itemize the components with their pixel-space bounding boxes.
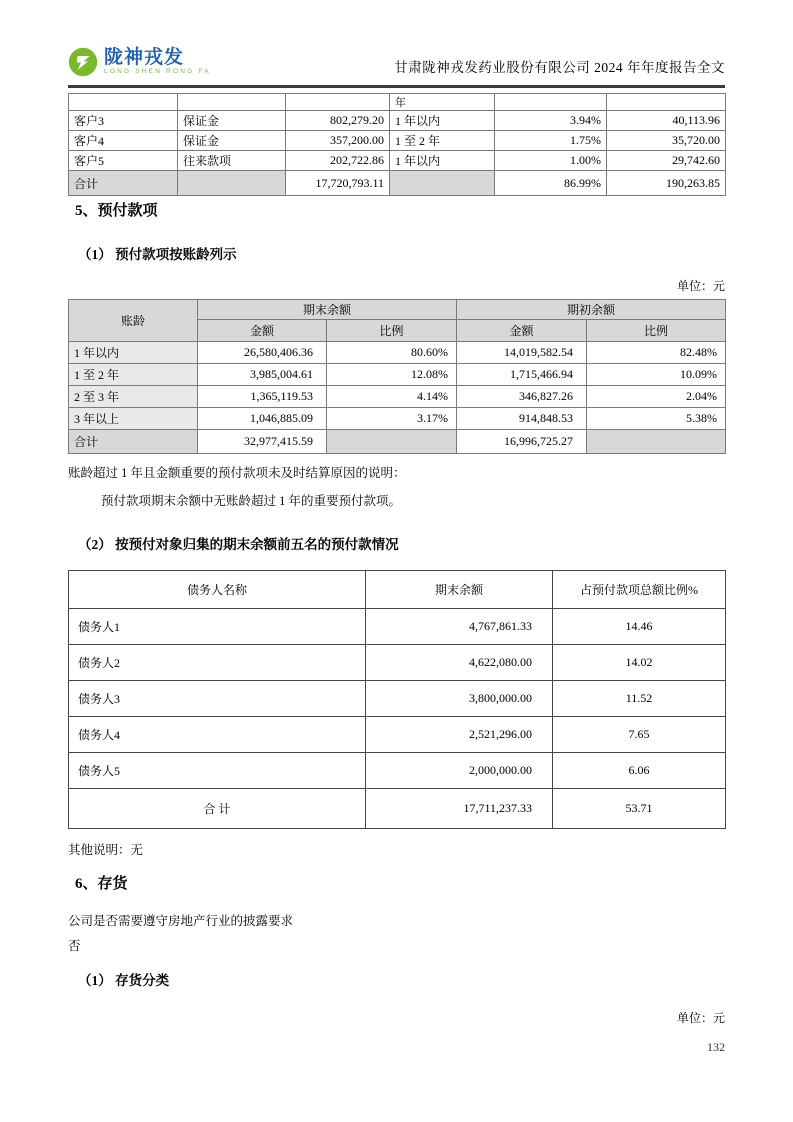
table-cell: 债务人1 <box>69 609 366 645</box>
table-cell: 4,622,080.00 <box>366 645 553 681</box>
column-header: 期初余额 <box>457 300 726 320</box>
table-cell: 802,279.20 <box>286 111 390 131</box>
section-6-title: 6、存货 <box>75 876 128 892</box>
table-row <box>69 151 726 171</box>
table-cell: 债务人5 <box>69 753 366 789</box>
column-header: 金额 <box>198 320 327 342</box>
table-cell: 357,200.00 <box>286 131 390 151</box>
table-cell: 2,000,000.00 <box>366 753 553 789</box>
table-cell: 5.38% <box>587 408 726 430</box>
column-header: 期末余额 <box>198 300 457 320</box>
table-cell: 11.52 <box>553 681 726 717</box>
table-cell: 2,521,296.00 <box>366 717 553 753</box>
table-cell: 26,580,406.36 <box>198 342 327 364</box>
section-5-sub1-title: （1） 预付款项按账龄列示 <box>78 247 237 262</box>
table-cell <box>178 94 286 111</box>
table-cell: 3,985,004.61 <box>198 364 327 386</box>
table-cell: 29,742.60 <box>607 151 726 171</box>
table-cell: 1 年以内 <box>390 111 495 131</box>
table-cell: 12.08% <box>327 364 457 386</box>
table-cell <box>587 430 726 454</box>
table-cell: 3.17% <box>327 408 457 430</box>
table-cell: 1.75% <box>495 131 607 151</box>
table-cell: 债务人4 <box>69 717 366 753</box>
table-total-row <box>69 171 726 196</box>
top5-prepayment-table <box>68 570 726 829</box>
table-cell: 年 <box>390 94 495 111</box>
table-cell: 客户4 <box>69 131 178 151</box>
unit-label-inventory: 单位：元 <box>676 1011 725 1025</box>
unit-label-aging: 单位：元 <box>676 279 725 293</box>
column-header: 账龄 <box>69 300 198 342</box>
company-logo-name: 陇神戎发 <box>104 47 185 69</box>
page-number: 132 <box>707 1040 725 1054</box>
table-row <box>69 681 726 717</box>
table-cell: 82.48% <box>587 342 726 364</box>
table-cell: 40,113.96 <box>607 111 726 131</box>
other-note: 其他说明：无 <box>68 843 144 857</box>
table-cell <box>69 94 178 111</box>
table-row <box>69 753 726 789</box>
column-header: 比例 <box>327 320 457 342</box>
table-cell: 保证金 <box>178 111 286 131</box>
table-cell: 10.09% <box>587 364 726 386</box>
table-cell: 86.99% <box>495 171 607 196</box>
table-cell: 1 年以内 <box>390 151 495 171</box>
disclosure-question: 公司是否需要遵守房地产行业的披露要求 <box>68 914 294 928</box>
table-row <box>69 111 726 131</box>
table-row <box>69 609 726 645</box>
table-cell: 4,767,861.33 <box>366 609 553 645</box>
table-cell: 3.94% <box>495 111 607 131</box>
table-cell: 914,848.53 <box>457 408 587 430</box>
table-cell: 346,827.26 <box>457 386 587 408</box>
table-cell: 债务人3 <box>69 681 366 717</box>
table-cell: 14.02 <box>553 645 726 681</box>
table-cell: 53.71 <box>553 789 726 829</box>
column-header: 期末余额 <box>366 571 553 609</box>
table-cell <box>286 94 390 111</box>
table-cell <box>178 171 286 196</box>
table-cell <box>390 171 495 196</box>
table-total-row <box>69 789 726 829</box>
table-total-row <box>69 430 726 454</box>
table-cell: 7.65 <box>553 717 726 753</box>
section-5-title: 5、预付款项 <box>75 203 158 219</box>
table-row <box>69 342 726 364</box>
column-header: 占预付款项总额比例% <box>553 571 726 609</box>
table-cell: 35,720.00 <box>607 131 726 151</box>
table-cell: 2.04% <box>587 386 726 408</box>
table-cell: 合 计 <box>69 789 366 829</box>
table-header-row <box>69 300 726 320</box>
table-cell: 80.60% <box>327 342 457 364</box>
disclosure-answer: 否 <box>68 939 81 953</box>
table-cell: 1,715,466.94 <box>457 364 587 386</box>
table-cell: 债务人2 <box>69 645 366 681</box>
table-row <box>69 408 726 430</box>
header-rule <box>68 85 725 88</box>
table-cell: 1.00% <box>495 151 607 171</box>
aging-table <box>68 299 726 454</box>
table-cell: 14,019,582.54 <box>457 342 587 364</box>
table-cell: 1,046,885.09 <box>198 408 327 430</box>
document-title: 甘肃陇神戎发药业股份有限公司 2024 年年度报告全文 <box>394 60 725 75</box>
table-cell: 合计 <box>69 171 178 196</box>
table-row <box>69 131 726 151</box>
carryover-table <box>68 93 726 196</box>
table-cell: 32,977,415.59 <box>198 430 327 454</box>
table-cell: 14.46 <box>553 609 726 645</box>
section-6-sub1-title: （1） 存货分类 <box>78 973 170 988</box>
aging-note-label: 账龄超过 1 年且金额重要的预付款项未及时结算原因的说明： <box>68 466 406 480</box>
table-cell: 1 至 2 年 <box>390 131 495 151</box>
company-logo-subtitle: LONG SHEN RONG FA <box>104 68 211 76</box>
company-logo <box>68 47 211 77</box>
table-cell: 4.14% <box>327 386 457 408</box>
table-row <box>69 645 726 681</box>
table-row <box>69 386 726 408</box>
table-cell: 合计 <box>69 430 198 454</box>
table-cell: 190,263.85 <box>607 171 726 196</box>
table-cell: 3,800,000.00 <box>366 681 553 717</box>
table-cell: 客户5 <box>69 151 178 171</box>
table-cell <box>327 430 457 454</box>
table-cell: 3 年以上 <box>69 408 198 430</box>
table-cell: 6.06 <box>553 753 726 789</box>
table-cell: 1 至 2 年 <box>69 364 198 386</box>
column-header: 债务人名称 <box>69 571 366 609</box>
table-row <box>69 364 726 386</box>
table-cell: 往来款项 <box>178 151 286 171</box>
table-row <box>69 717 726 753</box>
section-5-sub2-title: （2） 按预付对象归集的期末余额前五名的预付款情况 <box>78 537 399 552</box>
column-header: 金额 <box>457 320 587 342</box>
table-cell: 1 年以内 <box>69 342 198 364</box>
table-header-row <box>69 571 726 609</box>
table-cell: 17,711,237.33 <box>366 789 553 829</box>
table-cell: 2 至 3 年 <box>69 386 198 408</box>
table-cell: 16,996,725.27 <box>457 430 587 454</box>
table-row <box>69 94 726 111</box>
table-cell: 17,720,793.11 <box>286 171 390 196</box>
table-cell: 保证金 <box>178 131 286 151</box>
table-cell <box>607 94 726 111</box>
table-cell: 客户3 <box>69 111 178 131</box>
table-cell: 1,365,119.53 <box>198 386 327 408</box>
table-cell <box>495 94 607 111</box>
column-header: 比例 <box>587 320 726 342</box>
table-cell: 202,722.86 <box>286 151 390 171</box>
aging-note-text: 预付款项期末余额中无账龄超过 1 年的重要预付款项。 <box>101 494 402 508</box>
company-logo-icon <box>68 47 98 77</box>
